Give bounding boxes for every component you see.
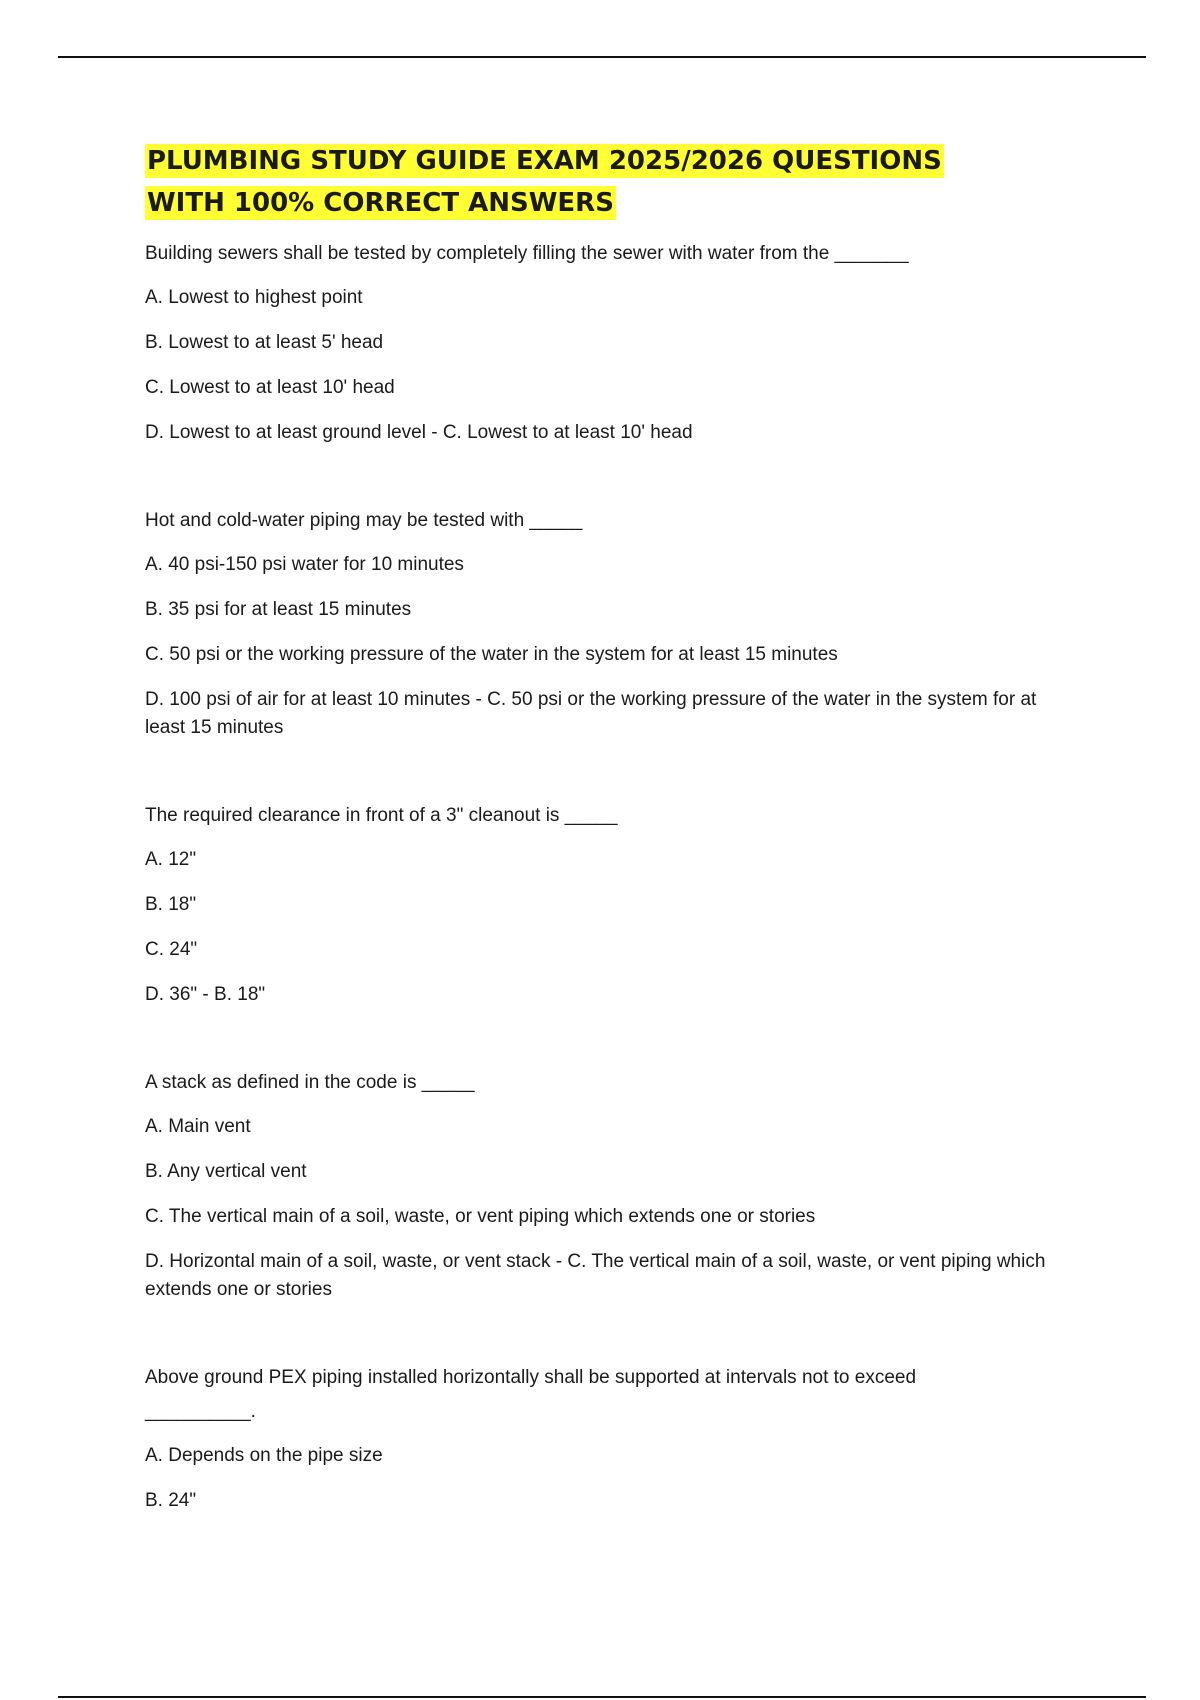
option-b: B. 18"	[145, 894, 197, 915]
document-body	[145, 140, 1065, 1575]
question-block-3	[145, 802, 1065, 1009]
option-d-with-answer: D. 100 psi of air for at least 10 minutes - C. 50 psi or the working pressure of the water in the system for at least 15 minutes	[145, 689, 1037, 738]
question-text: A stack as defined in the code is _____	[145, 1072, 475, 1093]
option-a: A. Lowest to highest point	[145, 287, 363, 308]
option-c: C. The vertical main of a soil, waste, or vent piping which extends one or stories	[145, 1206, 816, 1227]
top-rule	[58, 56, 1146, 58]
option-c: C. 24"	[145, 939, 198, 960]
question-text: Above ground PEX piping installed horizontally shall be supported at intervals not to exceed	[145, 1367, 917, 1388]
title-line-1: PLUMBING STUDY GUIDE EXAM 2025/2026 QUESTIONS	[147, 146, 942, 176]
document-title	[145, 140, 1065, 224]
option-a: A. 40 psi-150 psi water for 10 minutes	[145, 554, 464, 575]
answer-blank: __________.	[145, 1401, 256, 1422]
option-d-with-answer: D. 36" - B. 18"	[145, 984, 266, 1005]
option-b: B. Any vertical vent	[145, 1161, 307, 1182]
question-block-4	[145, 1069, 1065, 1304]
title-line-2: WITH 100% CORRECT ANSWERS	[147, 188, 614, 218]
question-text: Hot and cold-water piping may be tested with _____	[145, 510, 583, 531]
question-block-2	[145, 507, 1065, 742]
option-b: B. Lowest to at least 5' head	[145, 332, 384, 353]
option-a: A. 12"	[145, 849, 197, 870]
question-block-5	[145, 1364, 1065, 1515]
question-text: The required clearance in front of a 3" cleanout is _____	[145, 805, 618, 826]
option-b: B. 24"	[145, 1490, 197, 1511]
option-d-with-answer: D. Lowest to at least ground level - C. Lowest to at least 10' head	[145, 422, 693, 443]
option-a: A. Main vent	[145, 1116, 251, 1137]
option-c: C. 50 psi or the working pressure of the water in the system for at least 15 minutes	[145, 644, 838, 665]
option-a: A. Depends on the pipe size	[145, 1445, 383, 1466]
option-b: B. 35 psi for at least 15 minutes	[145, 599, 412, 620]
bottom-rule	[58, 1696, 1146, 1698]
option-c: C. Lowest to at least 10' head	[145, 377, 395, 398]
question-text: Building sewers shall be tested by completely filling the sewer with water from the _______	[145, 243, 909, 264]
option-d-with-answer: D. Horizontal main of a soil, waste, or vent stack - C. The vertical main of a soil, waste, or vent piping which extends one or stories	[145, 1251, 1046, 1300]
question-block-1	[145, 240, 1065, 447]
